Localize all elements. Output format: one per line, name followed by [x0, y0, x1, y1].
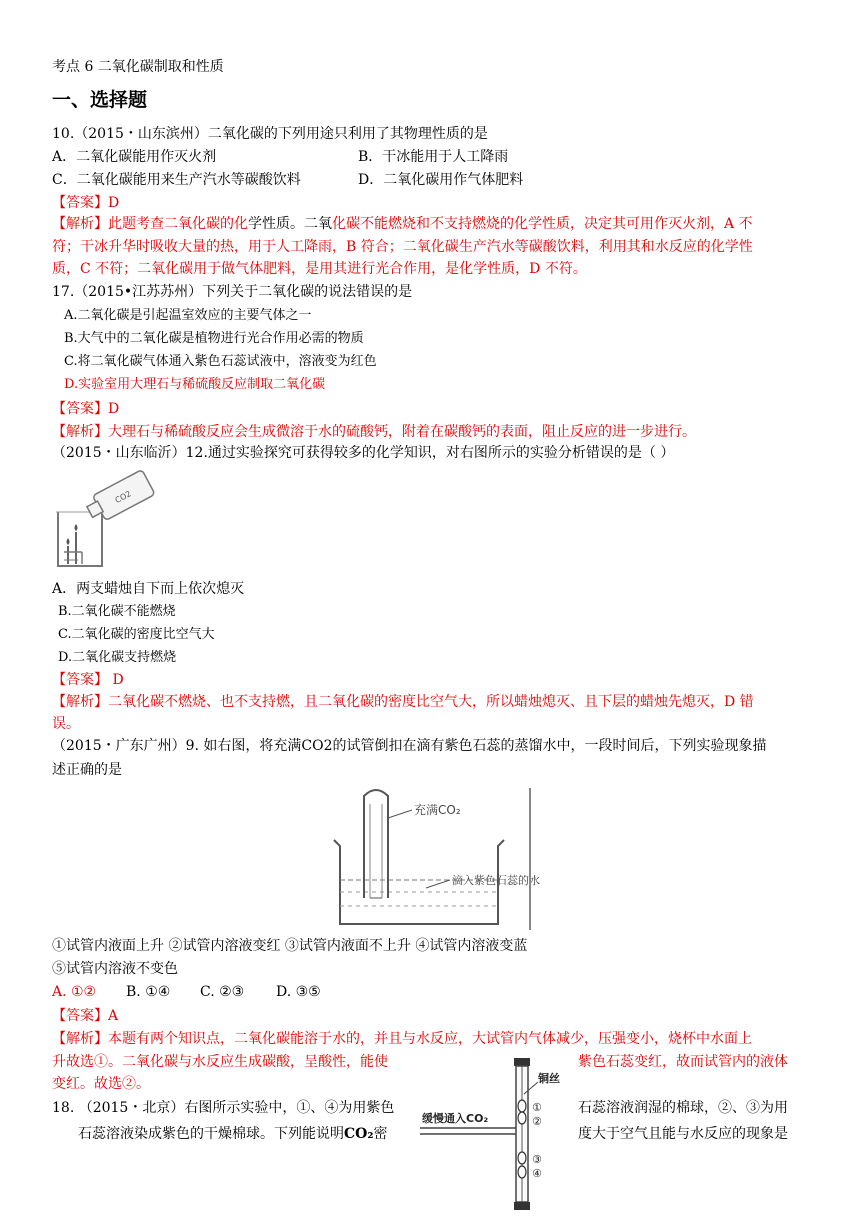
- q9-answer: [52, 1006, 118, 1026]
- q9-analysis-line2: 升故选①。二氧化碳与水反应生成碳酸，呈酸性，能使: [52, 1054, 388, 1070]
- analysis-tag: 【解析】: [52, 1031, 108, 1047]
- q9-option-b: B. ①④: [126, 984, 171, 1000]
- gas-inlet-label: 缓慢通入CO₂: [422, 1112, 489, 1125]
- q10-analysis-line1: [52, 214, 753, 234]
- q18-stem-line1a: 18. （2015・北京）右图所示实验中，①、④为用紫色: [52, 1100, 395, 1116]
- tube-label: 充满CO₂: [414, 803, 461, 817]
- q10-analysis-line2: 符；干冰升华时吸收大量的热，用于人工降雨，B 符合；二氧化碳生产汽水等碳酸饮料，利用其和水反应的化学性: [52, 239, 753, 255]
- answer-tag: 【答案】: [52, 401, 108, 417]
- q12-answer: [52, 670, 124, 690]
- q12-option-c: C.二氧化碳的密度比空气大: [58, 627, 215, 642]
- q17-answer: [52, 399, 119, 419]
- analysis-text: 二氧化碳不燃烧、也不支持燃，且二氧化碳的密度比空气大，所以蜡烛熄灭、且下层的蜡烛先熄灭，D 错: [108, 694, 754, 710]
- q12-candle-figure: [52, 466, 164, 572]
- q10-option-d: D．二氧化碳用作气体肥料: [358, 172, 524, 188]
- q9-analysis-line2b: 紫色石蕊变红，故而试管内的液体: [578, 1054, 788, 1070]
- q12-option-d: D.二氧化碳支持燃烧: [58, 650, 177, 665]
- q9-option-d: D. ③⑤: [276, 984, 321, 1000]
- q17-option-c: C.将二氧化碳气体通入紫色石蕊试液中，溶液变为红色: [64, 354, 377, 369]
- q18-stem-line2c: 度大于空气且能与水反应的现象是: [578, 1126, 788, 1142]
- q10-analysis-line3: 质，C 不符；二氧化碳用于做气体肥料，是用其进行光合作用，是化学性质，D 不符。: [52, 261, 587, 277]
- topic-line: 考点 6 二氧化碳制取和性质: [52, 59, 224, 75]
- mark-2: ②: [532, 1115, 542, 1128]
- analysis-text: 本题有两个知识点，二氧化碳能溶于水的，并且与水反应，大试管内气体减少，压强变小，烧杯中水面上: [108, 1031, 752, 1047]
- q9-stem-line2: 述正确的是: [52, 762, 122, 778]
- water-label: 滴入紫色石蕊的水: [452, 874, 540, 887]
- q9-option-c: C. ②③: [200, 984, 245, 1000]
- q17-stem: 17.（2015•江苏苏州）下列关于二氧化碳的说法错误的是: [52, 284, 413, 300]
- q18-stem-line1b: 石蕊溶液润湿的棉球，②、③为用: [578, 1100, 788, 1116]
- analysis-text: 大理石与稀硫酸反应会生成微溶于水的硫酸钙，附着在碳酸钙的表面，阻止反应的进一步进行。: [108, 424, 696, 440]
- section-title: 一、选择题: [52, 89, 148, 111]
- stem-text: 密: [373, 1126, 388, 1142]
- q10-option-c: C．二氧化碳能用来生产汽水等碳酸饮料: [52, 172, 301, 188]
- answer-value: D: [108, 672, 124, 688]
- q17-option-a: A.二氧化碳是引起温室效应的主要气体之一: [64, 308, 312, 323]
- q9-analysis-line1: [52, 1029, 752, 1049]
- answer-tag: 【答案】: [52, 195, 108, 211]
- answer-tag: 【答案】: [52, 672, 108, 688]
- q9-phenomena-line2: ⑤试管内溶液不变色: [52, 961, 178, 977]
- answer-value: D: [108, 401, 120, 417]
- q12-stem: （2015・山东临沂）12.通过实验探究可获得较多的化学知识，对右图所示的实验分析错误的是（ ）: [52, 445, 675, 461]
- q12-analysis-line1: [52, 692, 754, 712]
- co2-formula: CO₂: [344, 1126, 374, 1142]
- analysis-tag: 【解析】: [52, 694, 108, 710]
- analysis-text: 化碳不能燃烧和不支持燃烧的化学性质，决定其可用作灭火剂，A 不: [332, 216, 753, 232]
- analysis-text: 此题考查二氧化碳的化: [108, 216, 248, 232]
- q9-phenomena-line1: ①试管内液面上升 ②试管内溶液变红 ③试管内液面不上升 ④试管内溶液变蓝: [52, 938, 528, 954]
- mark-3: ③: [532, 1153, 542, 1166]
- answer-value: A: [108, 1008, 119, 1024]
- analysis-tag: 【解析】: [52, 424, 108, 440]
- q18-glass-tube-figure: [420, 1054, 560, 1216]
- q10-option-b: B．干冰能用于人工降雨: [358, 149, 509, 165]
- q10-answer: [52, 193, 119, 213]
- stem-text: 石蕊溶液染成紫色的干燥棉球。下列能说明: [78, 1126, 344, 1142]
- q9-option-a: A. ①②: [52, 984, 97, 1000]
- q17-analysis: [52, 422, 696, 442]
- q12-analysis-line2: 误。: [52, 716, 80, 732]
- q17-option-d: D.实验室用大理石与稀硫酸反应制取二氧化碳: [64, 377, 326, 392]
- analysis-text: 学性质。二氧: [248, 216, 332, 232]
- mark-1: ①: [532, 1101, 542, 1114]
- mark-4: ④: [532, 1167, 542, 1180]
- q18-stem-line2a: [78, 1124, 387, 1144]
- q10-stem: 10.（2015・山东滨州）二氧化碳的下列用途只利用了其物理性质的是: [52, 126, 488, 142]
- answer-value: D: [108, 195, 120, 211]
- q17-option-b: B.大气中的二氧化碳是植物进行光合作用必需的物质: [64, 331, 364, 346]
- q9-analysis-line3: 变红。故选②。: [52, 1076, 150, 1092]
- answer-tag: 【答案】: [52, 1008, 108, 1024]
- co2-bottle-label: CO2: [113, 489, 133, 506]
- q12-option-a: A．两支蜡烛自下而上依次熄灭: [52, 581, 245, 597]
- analysis-tag: 【解析】: [52, 216, 108, 232]
- q9-stem-line1: （2015・广东广州）9. 如右图，将充满CO2的试管倒扣在滴有紫色石蕊的蒸馏水中，一段时间后，下列实验现象描: [52, 738, 767, 754]
- q12-option-b: B.二氧化碳不能燃烧: [58, 604, 176, 619]
- q9-test-tube-figure: [326, 788, 546, 930]
- wire-label: 铜丝: [538, 1072, 560, 1085]
- q10-option-a: A．二氧化碳能用作灭火剂: [52, 149, 217, 165]
